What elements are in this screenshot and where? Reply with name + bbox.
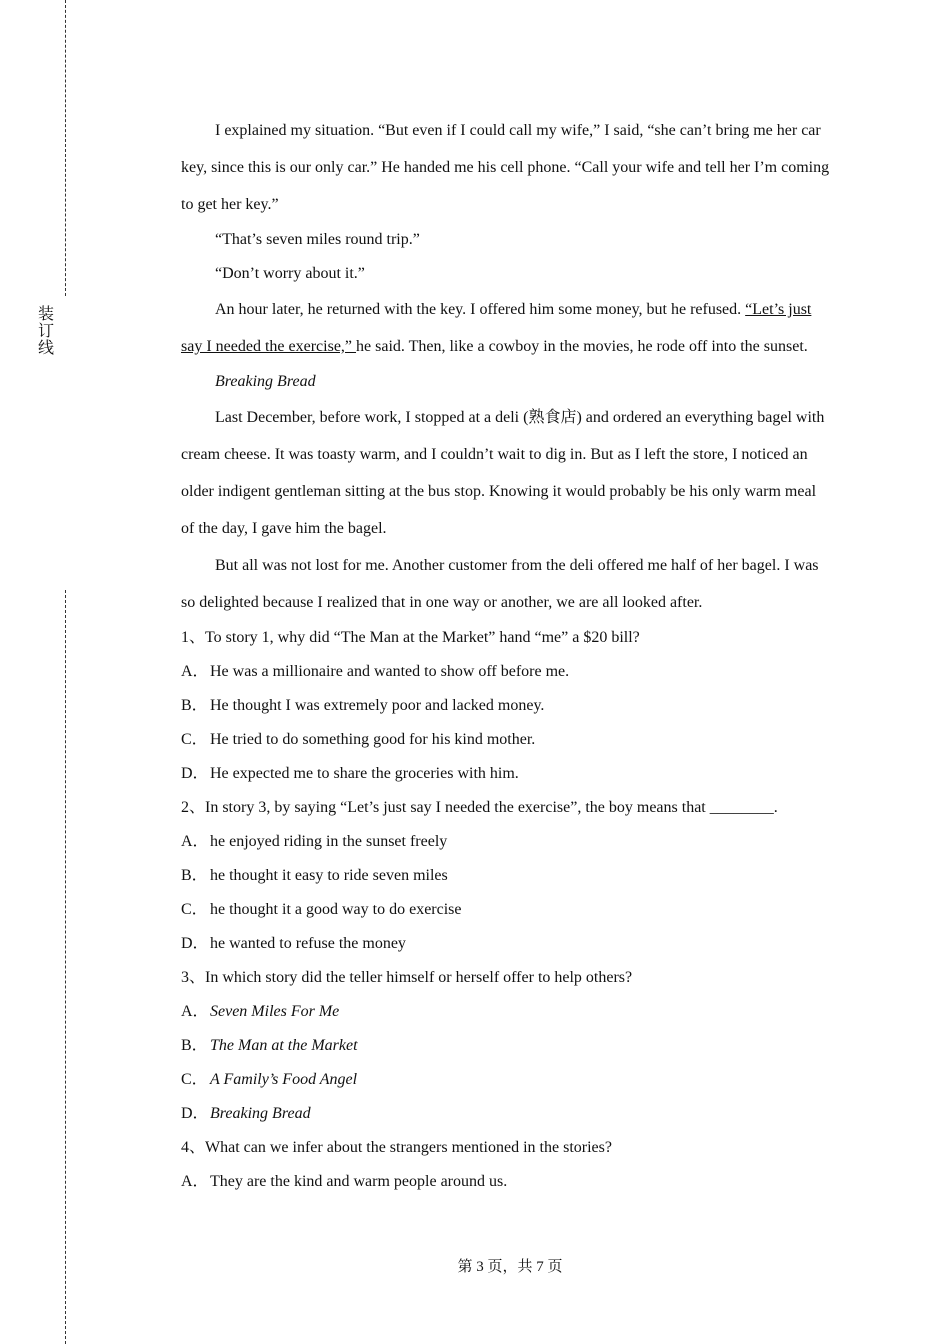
option [181,689,831,723]
story3-p4-text-end: he said. Then, like a cowboy in the movies, he rode off into the sunset. [356,338,808,355]
option-text: he thought it easy to ride seven miles [210,867,448,884]
option [181,1165,831,1199]
page-content [181,112,831,1199]
option [181,655,831,689]
question-4 [181,1131,831,1199]
story3-p4-underlined-quote: “Let’s just say I needed the exercise,” [181,301,812,355]
story3-paragraph-1: I explained my situation. “But even if I could call my wife,” I said, “she can’t bring me her car key, since this is our only car.” He handed me his cell phone. “Call your wife and tell her I’m coming to get her key.” [181,122,830,213]
option-text: he enjoyed riding in the sunset freely [210,833,448,850]
option-text: A Family’s Food Angel [210,1071,358,1088]
binding-label-char: 订 [37,321,54,340]
option [181,723,831,757]
story4-paragraph-2: But all was not lost for me. Another customer from the deli offered me half of her bagel. I was so delighted because I realized that in one way or another, we are all looked after. [181,557,819,611]
question-stem: 4、What can we infer about the strangers mentioned in the stories? [181,1139,612,1156]
story3-p4-text: An hour later, he returned with the key. I offered him some money, but he refused. [215,301,746,318]
option-text: he thought it a good way to do exercise [210,901,462,918]
option-text: He expected me to share the groceries with him. [210,765,519,782]
option-letter: A． [181,1003,209,1020]
option [181,893,831,927]
story3-paragraph-2: “That’s seven miles round trip.” [215,231,420,248]
option-letter: C． [181,1071,208,1088]
story3-paragraph-3: “Don’t worry about it.” [215,265,365,282]
option-text: He was a millionaire and wanted to show off before me. [210,663,570,680]
option-letter: C． [181,731,208,748]
binding-label [37,305,55,356]
option-letter: B． [181,1037,208,1054]
option-text: The Man at the Market [210,1037,358,1054]
option [181,757,831,791]
option-text: He tried to do something good for his kind mother. [210,731,536,748]
question-stem: 3、In which story did the teller himself or herself offer to help others? [181,969,633,986]
option-text: They are the kind and warm people around us. [210,1173,508,1190]
question-3 [181,961,831,1131]
question-stem: 2、In story 3, by saying “Let’s just say I needed the exercise”, the boy means that ________. [181,799,778,816]
binding-label-char: 线 [37,338,54,357]
option [181,1029,831,1063]
binding-line-top [65,0,66,296]
option-letter: D． [181,935,209,952]
option-letter: A． [181,1173,209,1190]
page-number: 第 3 页，共 7 页 [457,1259,563,1275]
option [181,1063,831,1097]
option [181,1097,831,1131]
option [181,825,831,859]
option-letter: D． [181,765,209,782]
option-letter: A． [181,833,209,850]
binding-label-char: 装 [37,304,54,323]
option [181,927,831,961]
binding-line-bottom [65,590,66,1344]
option-text: Breaking Bread [210,1105,311,1122]
question-1 [181,621,831,791]
option [181,859,831,893]
option-text: Seven Miles For Me [210,1003,340,1020]
story4-paragraph-1: Last December, before work, I stopped at a deli (熟食店) and ordered an everything bagel with cream cheese. It was toasty warm, and I couldn’t wait to dig in. But as I left the store, I noticed an older indigent gentleman sitting at the bus stop. Knowing it would probably be his only warm meal of the day, I gave him the bagel. [181,409,825,537]
option-letter: B． [181,867,208,884]
option-letter: C． [181,901,208,918]
story3-paragraph-4 [181,291,831,365]
option-text: He thought I was extremely poor and lacked money. [210,697,545,714]
question-stem: 1、To story 1, why did “The Man at the Market” hand “me” a $20 bill? [181,629,640,646]
story4-title: Breaking Bread [215,373,316,390]
question-2 [181,791,831,961]
option [181,995,831,1029]
option-text: he wanted to refuse the money [210,935,406,952]
option-letter: A． [181,663,209,680]
option-letter: D． [181,1105,209,1122]
option-letter: B． [181,697,208,714]
